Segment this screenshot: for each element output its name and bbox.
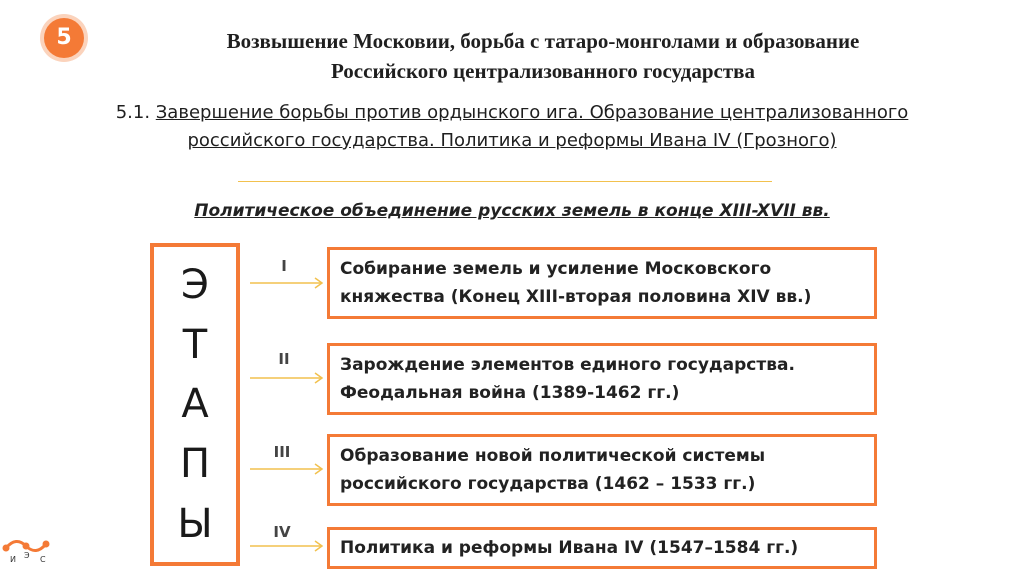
stage-2-numeral: II [278,350,290,368]
stage-2-line1: Зарождение элементов единого государства. [340,355,795,375]
slide-number-badge: 5 [44,18,84,58]
stage-3-line1: Образование новой политической системы [340,446,766,466]
stage-1-numeral: I [281,257,287,275]
stage-1-line1: Собирание земель и усиление Московского [340,259,772,279]
ies-logo [0,532,60,574]
stage-2-line2: Феодальная война (1389-1462 гг.) [340,383,680,403]
subtitle-line2: российского государства. Политика и реформы Ивана IV (Грозного) [187,130,837,151]
stage-4-numeral: IV [273,523,291,541]
stage-2-box [327,343,877,415]
logo-letter-3: С [40,555,46,564]
stage-1-box [327,247,877,319]
stage-1-line2: княжества (Конец XIII-вторая половина XIV вв.) [340,287,812,307]
stage-4-box [327,527,877,569]
etapy-letter: Т [182,321,208,368]
main-title-line1: Возвышение Московии, борьба с татаро-монголами и образование [226,29,860,53]
logo-letter-2: Э [24,551,30,560]
logo-letter-1: И [10,555,16,564]
etapy-letter: П [179,441,211,488]
etapy-letter: А [181,381,209,428]
stage-3-line2: российского государства (1462 – 1533 гг.) [340,474,756,494]
main-title-line2: Российского централизованного государства [331,59,755,83]
subtitle-number: 5.1. [115,102,156,123]
etapy-letter: Ы [177,501,213,548]
section-title: Политическое объединение русских земель в конце XIII-XVII вв. [194,201,830,221]
stage-3-numeral: III [273,443,291,461]
stage-3-box [327,434,877,506]
subtitle-line1: Завершение борьбы против ордынского ига. Образование централизованного [155,102,909,123]
etapy-letter: Э [181,261,209,308]
stage-4-line1: Политика и реформы Ивана IV (1547–1584 гг.) [340,538,799,558]
